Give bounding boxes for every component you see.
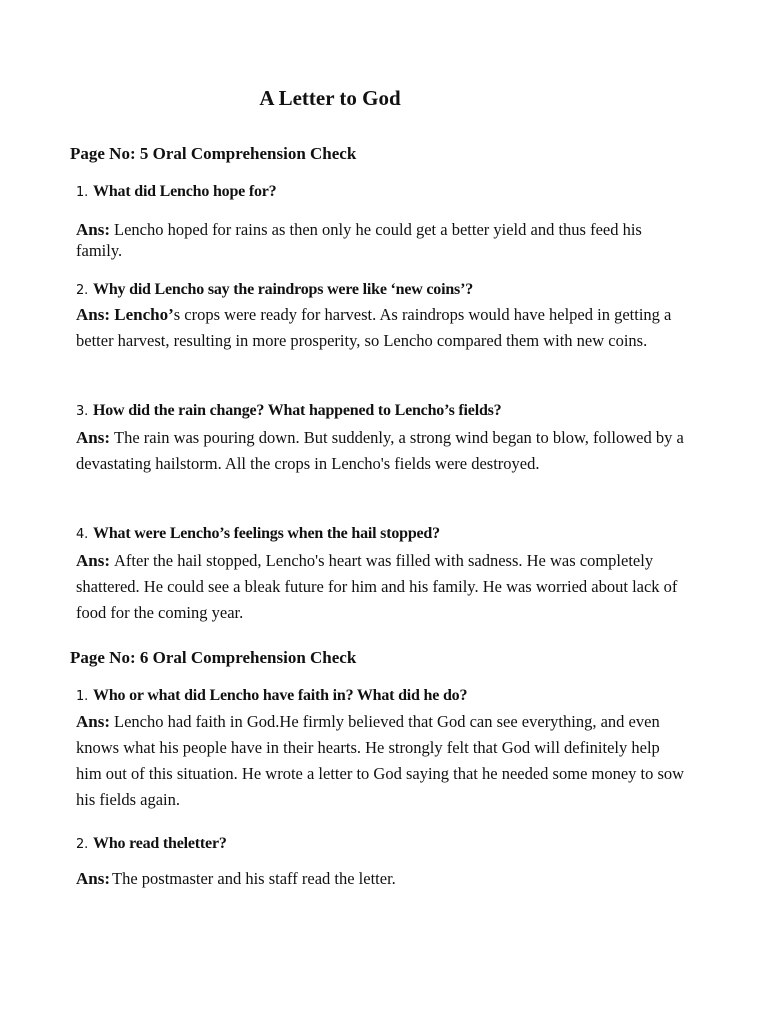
answer-label: Ans:	[76, 220, 111, 239]
question-3	[76, 402, 501, 420]
question-number: 1.	[76, 185, 89, 200]
answer-6	[76, 866, 686, 892]
question-text: What did Lencho hope for?	[93, 183, 277, 200]
answer-text: The rain was pouring down. But suddenly, a strong wind began to blow, followed by a devastating hailstorm. All the crops in Lencho's fields were destroyed.	[76, 428, 684, 473]
answer-text: After the hail stopped, Lencho's heart was filled with sadness. He was completely shattered. He could see a bleak future for him and his family. He was worried about lack of food for the coming year.	[76, 551, 678, 622]
answer-label: Ans:	[76, 551, 111, 570]
question-text: Who read theletter?	[93, 835, 227, 852]
answer-text: Lencho hoped for rains as then only he could get a better yield and thus feed his family.	[76, 220, 642, 260]
answer-label: Ans:	[76, 869, 111, 888]
question-1	[76, 183, 277, 201]
question-text: Why did Lencho say the raindrops were like ‘new coins’?	[93, 281, 474, 298]
answer-text: Lencho had faith in God.He firmly believed that God can see everything, and even knows what his people have in their hearts. He strongly felt that God will definitely help him out of this situation. He wrote a letter to God saying that he needed some money to sow his fields again.	[76, 712, 685, 809]
answer-4	[76, 548, 686, 626]
question-number: 2.	[76, 283, 89, 298]
answer-label: Ans: Lencho’	[76, 305, 174, 324]
question-text: Who or what did Lencho have faith in? What did he do?	[93, 687, 468, 704]
answer-label: Ans:	[76, 712, 111, 731]
section-heading-page-5: Page No: 5 Oral Comprehension Check	[70, 144, 357, 163]
question-6	[76, 835, 227, 853]
question-number: 3.	[76, 404, 89, 419]
question-number: 1.	[76, 689, 89, 704]
question-text: How did the rain change? What happened to Lencho’s fields?	[93, 402, 502, 419]
question-text: What were Lencho’s feelings when the hail stopped?	[93, 525, 440, 542]
question-5	[76, 687, 467, 705]
question-2	[76, 281, 473, 299]
answer-label: Ans:	[76, 428, 111, 447]
answer-3	[76, 425, 686, 477]
question-4	[76, 525, 440, 543]
answer-1	[76, 219, 686, 261]
answer-5	[76, 709, 686, 813]
document-title: A Letter to God	[259, 86, 401, 110]
answer-text: The postmaster and his staff read the letter.	[112, 869, 396, 888]
section-heading-page-6: Page No: 6 Oral Comprehension Check	[70, 648, 357, 667]
question-number: 4.	[76, 527, 89, 542]
answer-text: s crops were ready for harvest. As raindrops would have helped in getting a better harvest, resulting in more prosperity, so Lencho compared them with new coins.	[76, 305, 672, 350]
answer-2	[76, 302, 686, 354]
question-number: 2.	[76, 837, 89, 852]
